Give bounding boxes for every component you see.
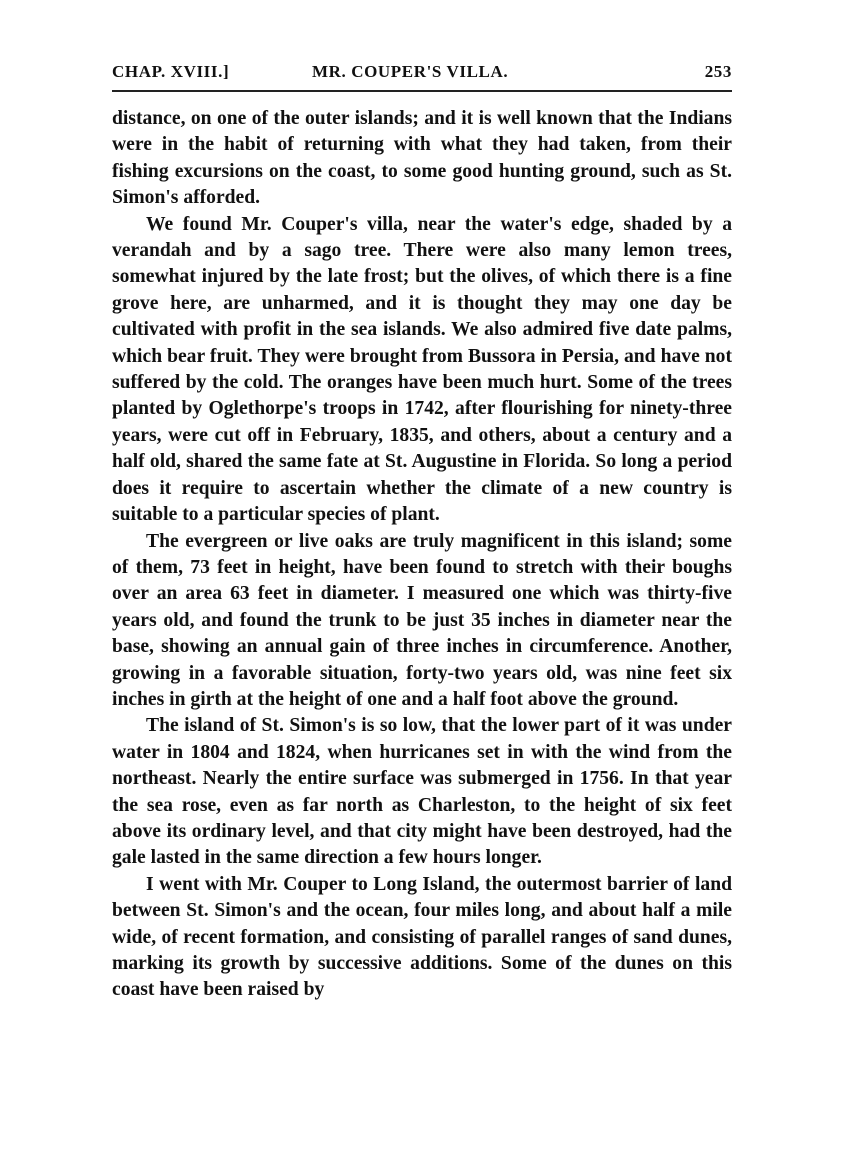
header-rule: [112, 90, 732, 92]
paragraph: The evergreen or live oaks are truly magnificent in this island; some of them, 73 feet in height, have been found to stretch with their boughs over an area 63 feet in diameter. I measured one which was thirty-five years old, and found the trunk to be just 35 inches in diameter near the base, showing an annual gain of three inches in circumference. Another, growing in a favorable situation, forty-two years old, was nine feet six inches in girth at the height of one and a half foot above the ground.: [112, 530, 732, 710]
chapter-label: CHAP. XVIII.]: [112, 62, 230, 81]
page-number: 253: [704, 62, 732, 81]
running-head: [112, 58, 732, 88]
body-text: [112, 106, 732, 1004]
running-title: MR. COUPER'S VILLA.: [312, 62, 509, 81]
book-page: [112, 58, 732, 1004]
paragraph: I went with Mr. Couper to Long Island, the outermost barrier of land between St. Simon's and the ocean, four miles long, and about half a mile wide, of recent formation, and consisting of parallel ranges of sand dunes, marking its growth by successive additions. Some of the dunes on this coast have been raised by: [112, 873, 732, 1001]
paragraph: distance, on one of the outer islands; and it is well known that the Indians were in the habit of returning with what they had taken, from their fishing excursions on the coast, to some good hunting ground, such as St. Simon's afforded.: [112, 108, 732, 209]
paragraph: The island of St. Simon's is so low, that the lower part of it was under water in 1804 and 1824, when hurricanes set in with the wind from the northeast. Nearly the entire surface was submerged in 1756. In that year the sea rose, even as far north as Charleston, to the height of six feet above its ordinary level, and that city might have been destroyed, had the gale lasted in the same direction a few hours longer.: [112, 715, 732, 869]
paragraph: We found Mr. Couper's villa, near the water's edge, shaded by a verandah and by a sago tree. There were also many lemon trees, somewhat injured by the late frost; but the olives, of which there is a fine grove here, are unharmed, and it is thought they may one day be cultivated with profit in the sea islands. We also admired five date palms, which bear fruit. They were brought from Bussora in Persia, and have not suffered by the cold. The oranges have been much hurt. Some of the trees planted by Oglethorpe's troops in 1742, after flourishing for ninety-three years, were cut off in February, 1835, and others, about a century and a half old, shared the same fate at St. Augustine in Florida. So long a period does it require to ascertain whether the climate of a new country is suitable to a particular species of plant.: [112, 213, 732, 526]
